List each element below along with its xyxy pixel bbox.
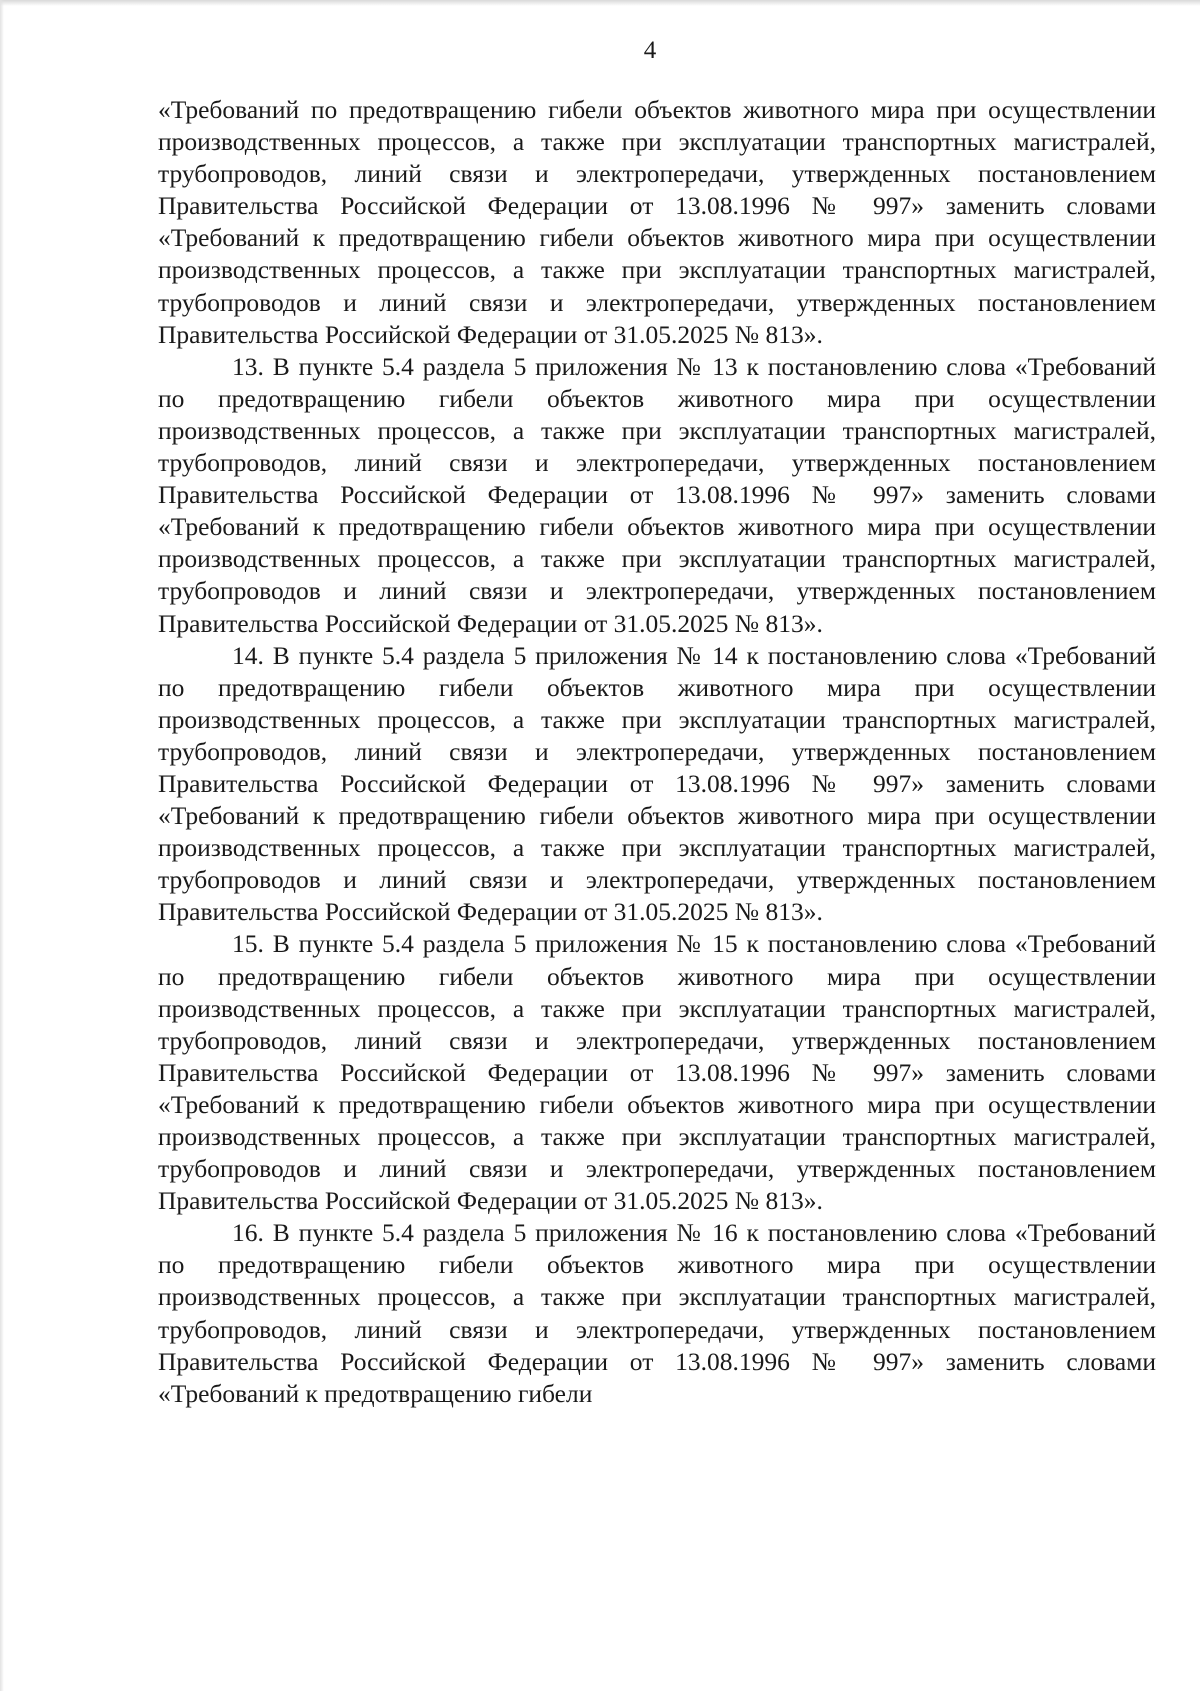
scan-edge-top bbox=[0, 0, 1200, 6]
paragraph-item-14: 14. В пункте 5.4 раздела 5 приложения № 14 к постановлению слова «Требований по предотвращению гибели объектов животного мира при осуществлении производственных процессов, а также при эксплуатации транспортных магистралей, трубопроводов, линий связи и электропередачи, утвержденных постановлением Правительства Российской Федерации от 13.08.1996 № 997» заменить словами «Требований к предотвращению гибели объектов животного мира при осуществлении производственных процессов, а также при эксплуатации транспортных магистралей, трубопроводов и линий связи и электропередачи, утвержденных постановлением Правительства Российской Федерации от 31.05.2025 № 813». bbox=[158, 640, 1156, 927]
scan-edge-left bbox=[0, 0, 4, 1691]
paragraph-item-13: 13. В пункте 5.4 раздела 5 приложения № 13 к постановлению слова «Требований по предотвращению гибели объектов животного мира при осуществлении производственных процессов, а также при эксплуатации транспортных магистралей, трубопроводов, линий связи и электропередачи, утвержденных постановлением Правительства Российской Федерации от 13.08.1996 № 997» заменить словами «Требований к предотвращению гибели объектов животного мира при осуществлении производственных процессов, а также при эксплуатации транспортных магистралей, трубопроводов и линий связи и электропередачи, утвержденных постановлением Правительства Российской Федерации от 31.05.2025 № 813». bbox=[158, 351, 1156, 638]
paragraph-item-16: 16. В пункте 5.4 раздела 5 приложения № 16 к постановлению слова «Требований по предотвращению гибели объектов животного мира при осуществлении производственных процессов, а также при эксплуатации транспортных магистралей, трубопроводов, линий связи и электропередачи, утвержденных постановлением Правительства Российской Федерации от 13.08.1996 № 997» заменить словами «Требований к предотвращению гибели bbox=[158, 1218, 1156, 1408]
document-body bbox=[158, 94, 1156, 1410]
paragraph-item-15: 15. В пункте 5.4 раздела 5 приложения № 15 к постановлению слова «Требований по предотвращению гибели объектов животного мира при осуществлении производственных процессов, а также при эксплуатации транспортных магистралей, трубопроводов, линий связи и электропередачи, утвержденных постановлением Правительства Российской Федерации от 13.08.1996 № 997» заменить словами «Требований к предотвращению гибели объектов животного мира при осуществлении производственных процессов, а также при эксплуатации транспортных магистралей, трубопроводов и линий связи и электропередачи, утвержденных постановлением Правительства Российской Федерации от 31.05.2025 № 813». bbox=[158, 929, 1156, 1216]
page-number: 4 bbox=[643, 37, 657, 64]
paragraph-continuation: «Требований по предотвращению гибели объектов животного мира при осуществлении производственных процессов, а также при эксплуатации транспортных магистралей, трубопроводов, линий связи и электропередачи, утвержденных постановлением Правительства Российской Федерации от 13.08.1996 № 997» заменить словами «Требований к предотвращению гибели объектов животного мира при осуществлении производственных процессов, а также при эксплуатации транспортных магистралей, трубопроводов и линий связи и электропередачи, утвержденных постановлением Правительства Российской Федерации от 31.05.2025 № 813». bbox=[158, 95, 1156, 349]
